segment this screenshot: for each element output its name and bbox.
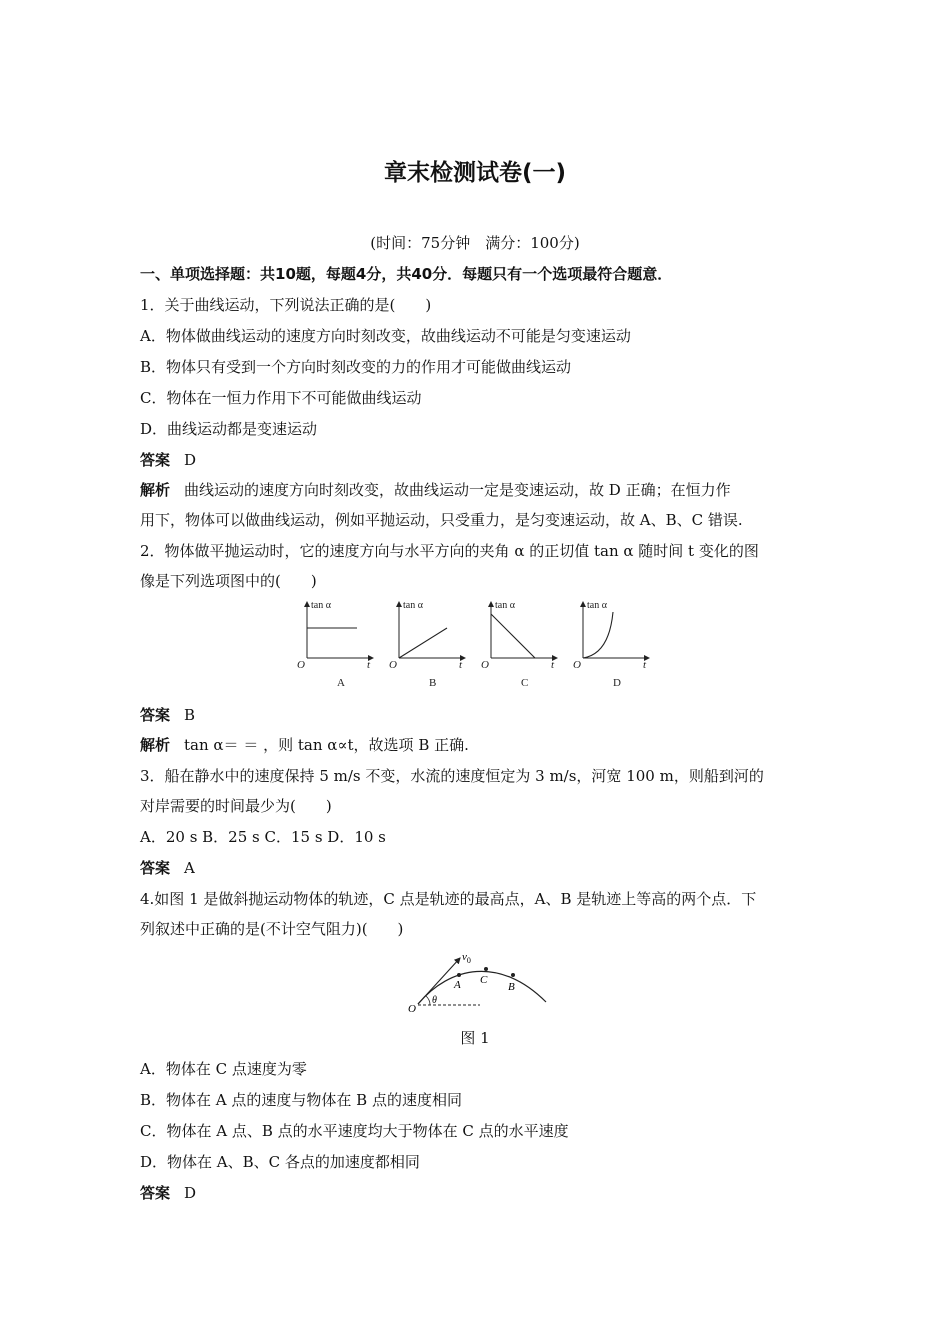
q2-stem-line-1: 2．物体做平抛运动时，它的速度方向与水平方向的夹角 α 的正切值 tan α 随时间 t 变化的图: [140, 542, 759, 560]
graph-option-label: D: [613, 677, 621, 689]
q2-stem-line-2: 像是下列选项图中的( ): [140, 572, 317, 590]
graph-curve: [583, 612, 613, 658]
q3-answer: [140, 858, 812, 878]
q4-answer: [140, 1183, 812, 1203]
y-axis-label: tan α: [311, 600, 331, 611]
graph-option-label: C: [521, 677, 529, 689]
q2-analysis-text: tan α＝ ＝ ，则 tan α∝t，故选项 B 正确.: [184, 736, 469, 754]
x-axis-label: t: [643, 659, 647, 671]
q2-answer-value: B: [184, 706, 196, 724]
y-axis-label: tan α: [587, 600, 607, 611]
q3-answer-value: A: [184, 859, 195, 877]
angle-arc: [426, 996, 430, 1005]
q1-analysis-text-1: 曲线运动的速度方向时刻改变，故曲线运动一定是变速运动，故 D 正确；在恒力作: [184, 481, 731, 499]
q3-stem-line-2: 对岸需要的时间最少为( ): [140, 797, 332, 815]
q4-option-a: A．物体在 C 点速度为零: [140, 1060, 307, 1078]
time-info: (时间：75分钟 满分：100分): [370, 234, 580, 252]
answer-label: 答案: [140, 451, 171, 469]
q1-analysis-line-1: [140, 480, 812, 500]
x-axis-label: t: [367, 659, 371, 671]
page-title: 章末检测试卷(一): [383, 160, 567, 186]
q4-stem-line-2: 列叙述中正确的是(不计空气阻力)( ): [140, 920, 404, 938]
q4-answer-value: D: [184, 1184, 197, 1202]
q3-stem-line-1: 3．船在静水中的速度保持 5 m/s 不变，水流的速度恒定为 3 m/s，河宽 100 m，则船到河的: [140, 767, 764, 785]
answer-label: 答案: [140, 706, 171, 724]
point-a-label: A: [454, 979, 461, 991]
q1-option-a: A．物体做曲线运动的速度方向时刻改变，故曲线运动不可能是匀变速运动: [140, 327, 631, 345]
q4-trajectory-figure: [400, 946, 552, 1018]
q1-analysis-line-2: 用下，物体可以做曲线运动，例如平抛运动，只受重力，是匀变速运动，故 A、B、C 错误.: [140, 511, 743, 529]
q2-graphs-figure: [295, 598, 665, 692]
q4-figure-caption: 图 1: [460, 1029, 490, 1047]
analysis-label: 解析: [140, 481, 171, 499]
origin-label: O: [481, 659, 489, 671]
analysis-label: 解析: [140, 736, 171, 754]
q1-option-c: C．物体在一恒力作用下不可能做曲线运动: [140, 389, 422, 407]
x-axis-label: t: [459, 659, 463, 671]
q1-answer: [140, 450, 812, 470]
q1-answer-value: D: [184, 451, 197, 469]
q2-answer: [140, 705, 812, 725]
graph-option-label: B: [429, 677, 437, 689]
q4-option-b: B．物体在 A 点的速度与物体在 B 点的速度相同: [140, 1091, 462, 1109]
origin-label: O: [408, 1003, 416, 1015]
origin-label: O: [573, 659, 581, 671]
q4-option-d: D．物体在 A、B、C 各点的加速度都相同: [140, 1153, 420, 1171]
theta-label: θ: [432, 995, 437, 1006]
point-c-dot: [484, 967, 488, 971]
origin-label: O: [297, 659, 305, 671]
q3-options: A．20 s B．25 s C．15 s D．10 s: [140, 828, 386, 846]
answer-label: 答案: [140, 859, 171, 877]
graph-curve: [491, 614, 535, 658]
point-a-dot: [457, 973, 461, 977]
point-b-dot: [511, 973, 515, 977]
x-axis-label: t: [551, 659, 555, 671]
origin-label: O: [389, 659, 397, 671]
point-c-label: C: [480, 974, 488, 986]
y-axis-label: tan α: [403, 600, 423, 611]
graph-d: [573, 600, 649, 689]
graph-option-label: A: [337, 677, 345, 689]
q2-analysis: [140, 735, 812, 755]
graph-curve: [399, 628, 447, 658]
q1-option-d: D．曲线运动都是变速运动: [140, 420, 318, 438]
graph-a: [297, 600, 373, 689]
q1-option-b: B．物体只有受到一个方向时刻改变的力的作用才可能做曲线运动: [140, 358, 572, 376]
velocity-label: $v_0$: [462, 951, 471, 965]
point-b-label: B: [508, 981, 515, 993]
graph-b: [389, 600, 465, 689]
y-axis-label: tan α: [495, 600, 515, 611]
answer-label: 答案: [140, 1184, 171, 1202]
graph-c: [481, 600, 557, 689]
q4-option-c: C．物体在 A 点、B 点的水平速度均大于物体在 C 点的水平速度: [140, 1122, 569, 1140]
q1-stem: 1．关于曲线运动，下列说法正确的是( ): [140, 296, 432, 314]
section-heading: 一、单项选择题：共10题，每题4分，共40分．每题只有一个选项最符合题意．: [140, 265, 673, 283]
q4-stem-line-1: 4.如图 1 是做斜抛运动物体的轨迹，C 点是轨迹的最高点，A、B 是轨迹上等高的两个点．下: [140, 890, 757, 908]
